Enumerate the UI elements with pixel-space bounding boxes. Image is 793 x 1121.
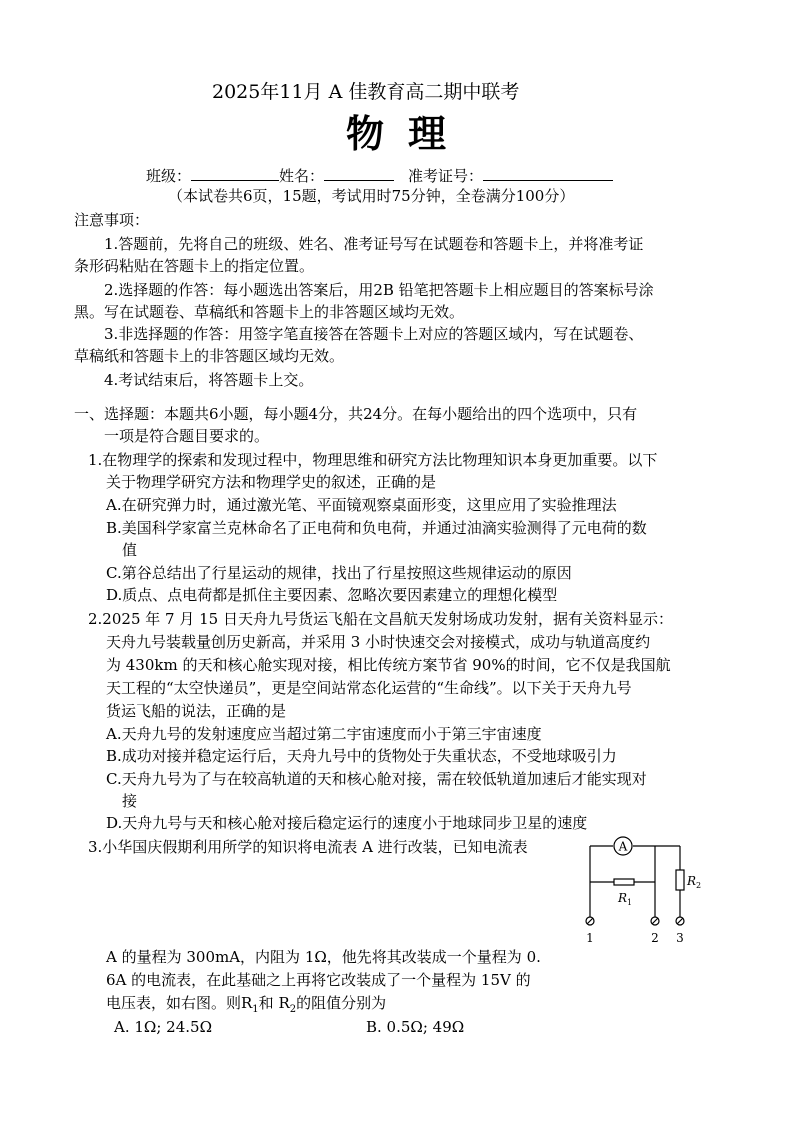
r1-label: $R_1$ xyxy=(618,891,633,907)
resistor-r2-icon xyxy=(676,870,684,890)
name-field[interactable] xyxy=(324,164,394,181)
q2-option-d: D.天舟九号与天和核心舱对接后稳定运行的速度小于地球同步卫星的速度 xyxy=(106,814,588,832)
id-field[interactable] xyxy=(483,164,613,181)
q3-stem-4-suffix: 的阻值分别为 xyxy=(296,994,387,1012)
q2-stem-2: 天舟九号装载量创历史新高，并采用 3 小时快速交会对接模式，成功与轨道高度约 xyxy=(106,633,651,651)
section-heading: 一、选择题：本题共6小题，每小题4分，共24分。在每小题给出的四个选项中，只有 xyxy=(74,405,638,423)
r2-label: $R_2$ xyxy=(687,874,702,890)
q2-stem-4: 天工程的“太空快递员”，更是空间站常态化运营的“生命线”。以下关于天舟九号 xyxy=(106,679,632,697)
q3-stem-4 xyxy=(106,993,386,1020)
subject-title: 物理 xyxy=(346,112,471,156)
q3-option-b: B. 0.5Ω; 49Ω xyxy=(366,1018,465,1036)
r2-subscript: 2 xyxy=(696,881,702,890)
q2-stem: 2.2025 年 7 月 15 日天舟九号货运飞船在文昌航天发射场成功发射，据有关资料显示： xyxy=(88,610,673,628)
q2-option-b: B.成功对接并稳定运行后，天舟九号中的货物处于失重状态，不受地球吸引力 xyxy=(106,747,617,765)
q3-stem: 3.小华国庆假期利用所学的知识将电流表 A 进行改装，已知电流表 xyxy=(88,838,528,856)
notice-item-2: 2.选择题的作答：每小题选出答案后，用2B 铅笔把答题卡上相应题目的答案标号涂 xyxy=(104,281,654,299)
id-label: 准考证号： xyxy=(408,167,484,185)
q3-stem-4-prefix: 电压表，如右图。则R xyxy=(106,994,253,1012)
q1-stem: 1.在物理学的探索和发现过程中，物理思维和研究方法比物理知识本身更加重要。以下 xyxy=(88,451,658,469)
q2-stem-3: 为 430km 的天和核心舱实现对接，相比传统方案节省 90%的时间，它不仅是我国航 xyxy=(106,656,671,674)
exam-title: 2025年11月 A 佳教育高二期中联考 xyxy=(212,81,520,103)
r2-sub: 2 xyxy=(289,1004,297,1015)
notice-item-3: 3.非选择题的作答：用签字笔直接答在答题卡上对应的答题区域内，写在试题卷、 xyxy=(104,325,644,343)
ammeter-label: A xyxy=(618,839,628,854)
class-label: 班级： xyxy=(146,167,192,185)
q1-option-a: A.在研究弹力时，通过激光笔、平面镜观察桌面形变，这里应用了实验推理法 xyxy=(106,496,617,514)
notice-title: 注意事项： xyxy=(74,211,150,229)
class-field[interactable] xyxy=(191,164,279,181)
q2-option-c-cont: 接 xyxy=(122,792,138,810)
terminal-3-label: 3 xyxy=(676,931,684,945)
q3-stem-3: 6A 的电流表，在此基础之上再将它改装成了一个量程为 15V 的 xyxy=(106,971,531,989)
q3-stem-4-mid: 和 R xyxy=(258,994,290,1012)
exam-info: （本试卷共6页，15题，考试用时75分钟，全卷满分100分） xyxy=(168,187,575,205)
section-heading-cont: 一项是符合题目要求的。 xyxy=(104,427,270,445)
name-label: 姓名： xyxy=(279,167,325,185)
notice-item-2-cont: 黑。写在试题卷、草稿纸和答题卡上的非答题区域均无效。 xyxy=(74,303,465,321)
q1-option-d: D.质点、点电荷都是抓住主要因素、忽略次要因素建立的理想化模型 xyxy=(106,586,558,604)
q1-option-c: C.第谷总结出了行星运动的规律，找出了行星按照这些规律运动的原因 xyxy=(106,564,572,582)
q2-stem-5: 货运飞船的说法，正确的是 xyxy=(106,702,287,720)
terminal-1-label: 1 xyxy=(586,931,594,945)
notice-item-4: 4.考试结束后，将答题卡上交。 xyxy=(104,371,314,389)
resistor-r1-icon xyxy=(614,879,634,885)
r1-subscript: 1 xyxy=(627,898,633,907)
notice-item-3-cont: 草稿纸和答题卡上的非答题区域均无效。 xyxy=(74,347,345,365)
terminal-2-label: 2 xyxy=(651,931,659,945)
q2-option-c: C.天舟九号为了与在较高轨道的天和核心舱对接，需在较低轨道加速后才能实现对 xyxy=(106,770,647,788)
q3-stem-2: A 的量程为 300mA，内阻为 1Ω，他先将其改装成一个量程为 0. xyxy=(106,948,541,966)
q3-option-a: A. 1Ω; 24.5Ω xyxy=(114,1018,213,1036)
notice-item-1-cont: 条形码粘贴在答题卡上的指定位置。 xyxy=(74,257,315,275)
student-info-row xyxy=(146,164,613,186)
r1-sub: 1 xyxy=(252,1004,259,1015)
q1-stem-cont: 关于物理学研究方法和物理学史的叙述，正确的是 xyxy=(106,473,437,491)
circuit-diagram xyxy=(580,832,710,950)
q1-option-b: B.美国科学家富兰克林命名了正电荷和负电荷，并通过油滴实验测得了元电荷的数 xyxy=(106,519,647,537)
q2-option-a: A.天舟九号的发射速度应当超过第二宇宙速度而小于第三宇宙速度 xyxy=(106,725,542,743)
q1-option-b-cont: 值 xyxy=(122,541,138,559)
notice-item-1: 1.答题前，先将自己的班级、姓名、准考证号写在试题卷和答题卡上，并将准考证 xyxy=(104,235,644,253)
